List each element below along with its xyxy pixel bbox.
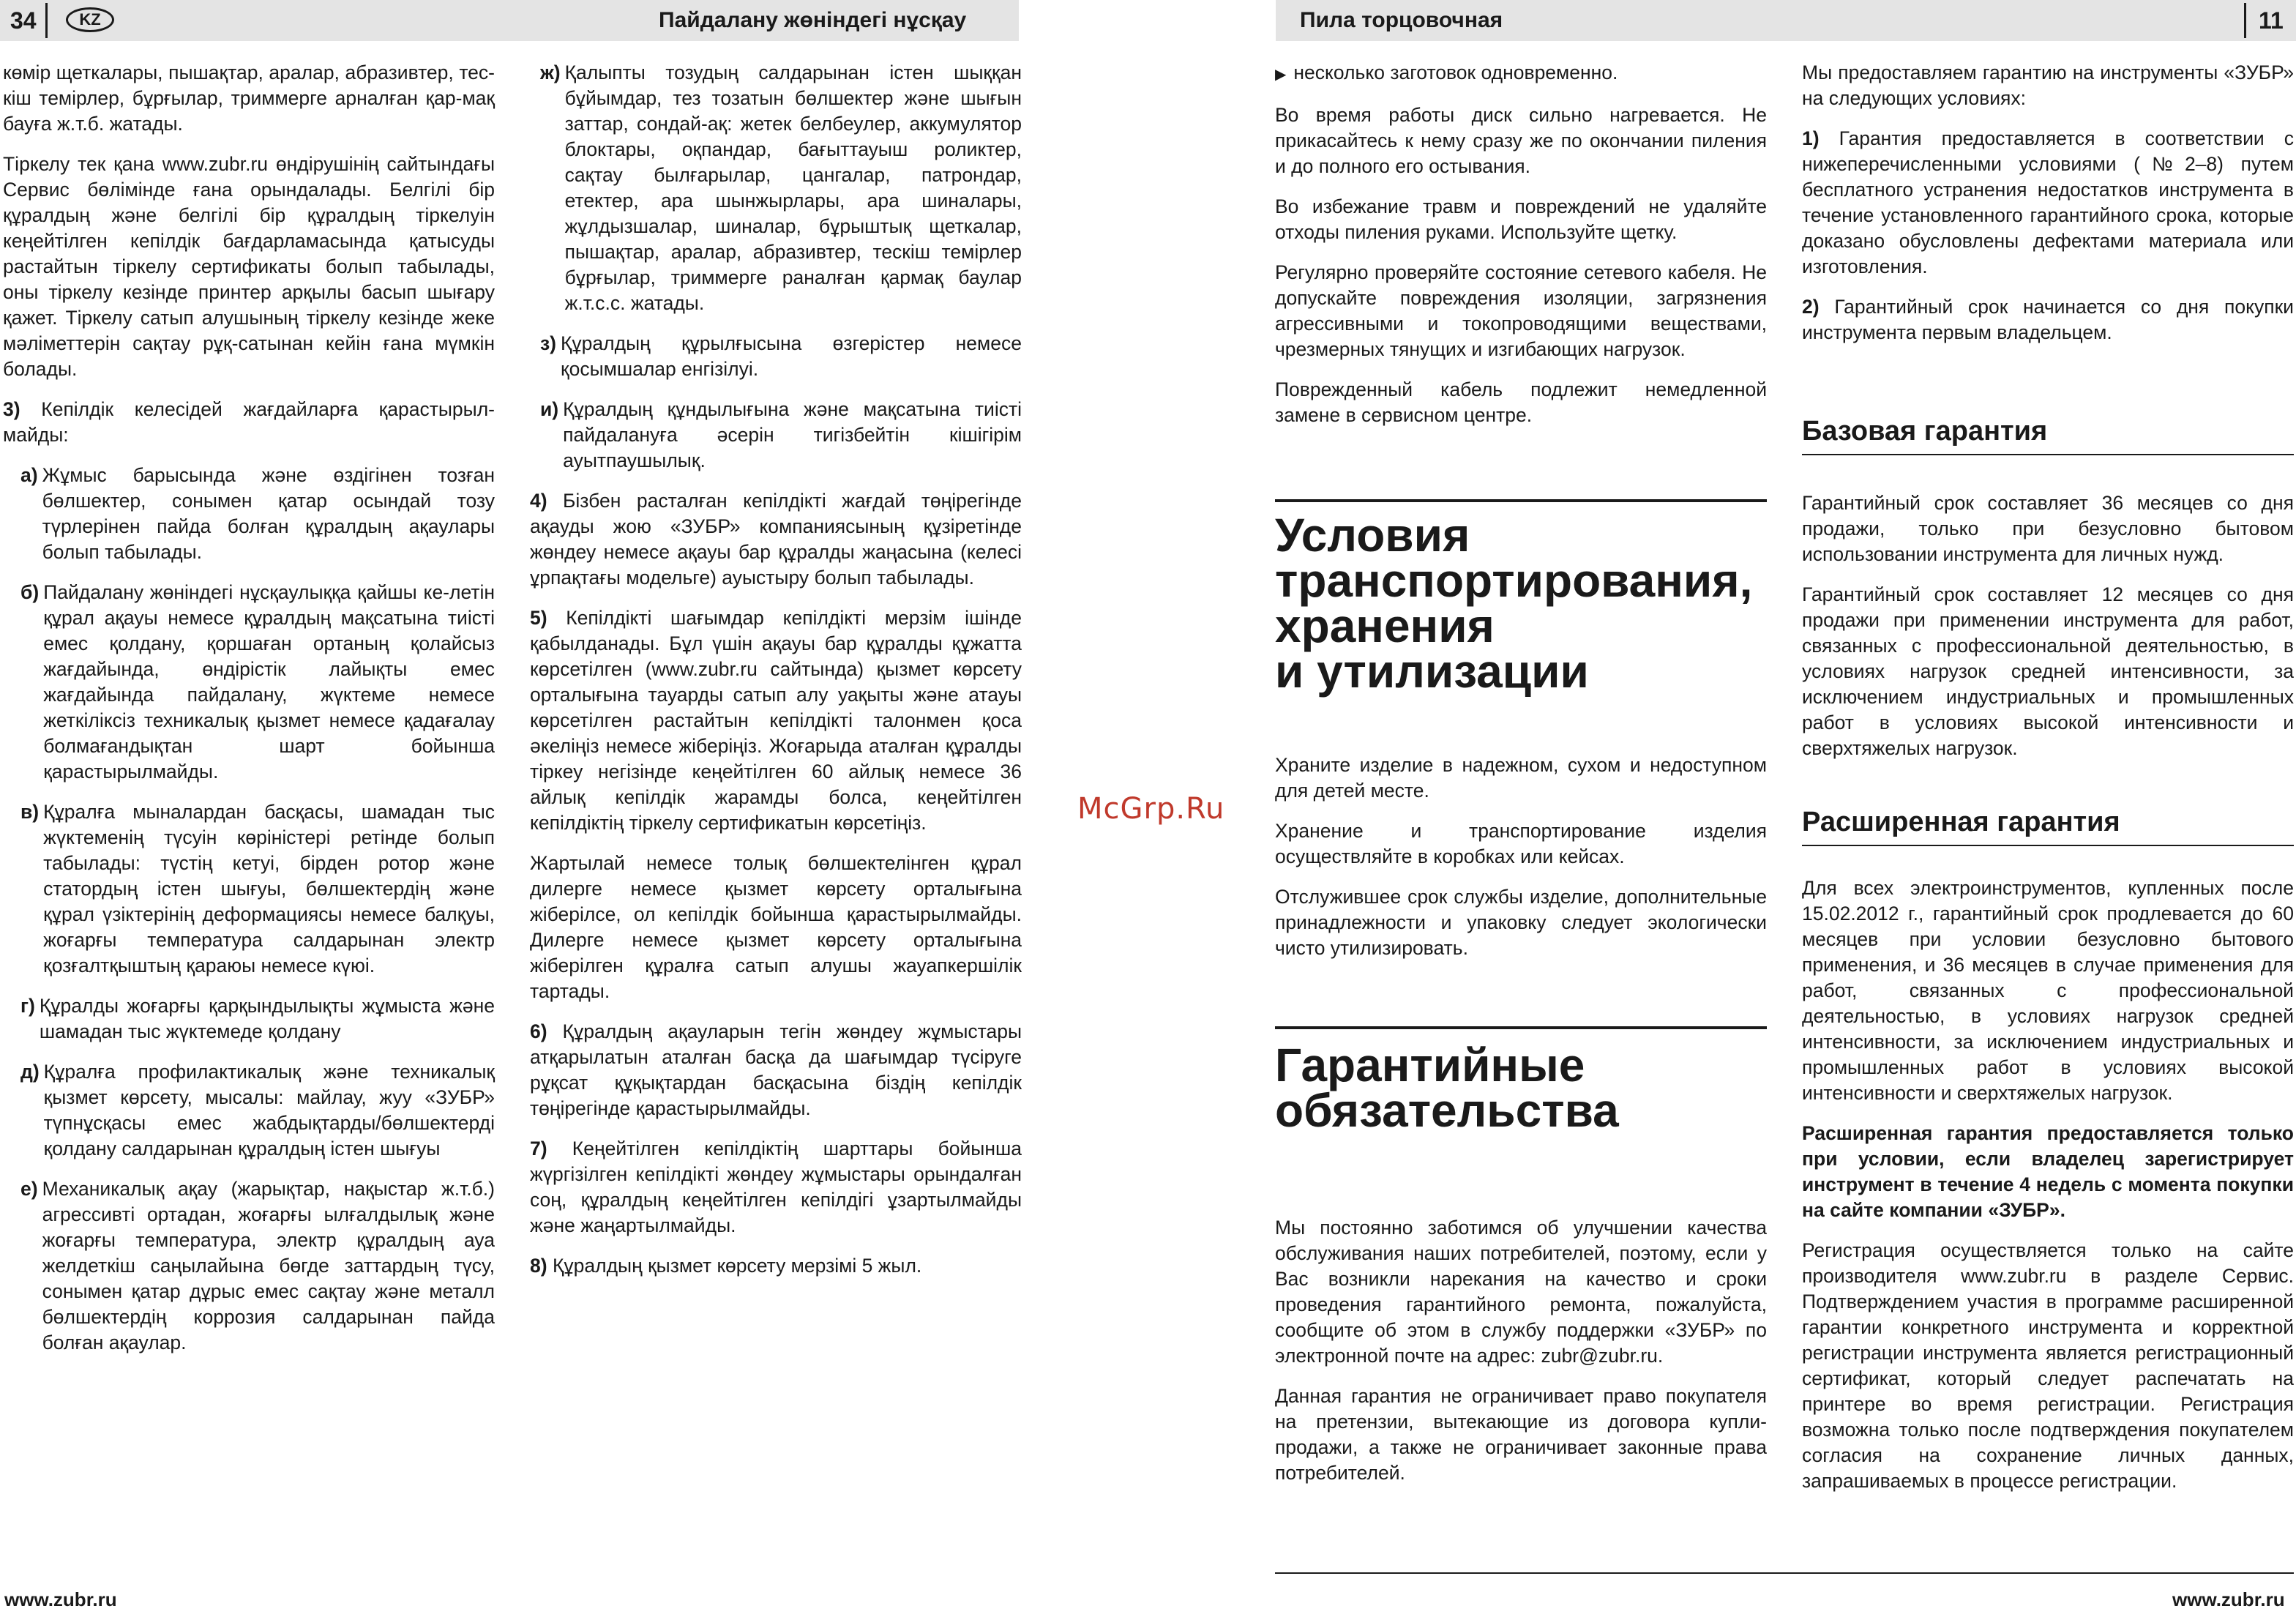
paragraph: Регулярно проверяйте состояние сетевого кабеля. Не допускайте повреждения изоляции, загрязнения агрессивными и токопроводящими веществами, чрезмерных тянущих и изгибающих нагрузок. bbox=[1275, 261, 1767, 360]
list-item: б) Пайдалану жөніндегі нұсқаулыққа қайшы ке-летін құрал ақауы немесе құралдың мақсатына тиісті емес қолдану, қоршаған ортаның қолайсыз жағдайында, өндірістік лайықты емес жағдайында пайдалану, жүктеме немесе жеткіліксіз техникалық қызмет немесе қадағалау болмағандықтан шарт бойынша қарастырылмайды. bbox=[20, 581, 495, 783]
paragraph: Тіркелу тек қана www.zubr.ru өндірушінің сайтындағы Сервис бөлімінде ғана орындалады. Белгілі бір құралдың және белгілі бір құралдың тіркелуін кеңейтілген кепілдік бағдарламасында қатысуды растайтын тіркелу сертификаты болып табылады, оны тіркелу кезінде принтер арқылы басып шығару қажет. Тіркелу сатып алушының тіркелу кезінде жеке мәліметтерін сақтау рұқ-сатынан кейін ғана мүмкін болады. bbox=[3, 153, 495, 380]
right-column-2 bbox=[1802, 60, 2294, 360]
paragraph: Во время работы диск сильно нагревается. Не прикасайтесь к нему сразу же по окончании пиления и до полного его остывания. bbox=[1275, 104, 1767, 177]
paragraph-4: 4) Бізбен расталған кепілдікті жағдай төңірегінде ақауды жою «ЗУБР» компаниясының құзіретінде жөндеу немесе ақауы бар құралды жаңасына (келесі ұрпақтағы модельге) ауыстыру болып табылады. bbox=[530, 490, 1022, 589]
left-column-1 bbox=[3, 60, 495, 1370]
list-item: е) Механикалық ақау (жарықтар, нақыстар ж.т.б.) агрессивті ортадан, жоғарғы ылғалдылық және жоғарғы температура, электр құралдың ауа желдеткіш саңылайына бөгде заттардың түсу, сонымен қатар дұрыс емес сақтау және металл бөлшектердің коррозия салдарынан пайда болған ақаулар. bbox=[20, 1178, 495, 1353]
paragraph: Отслужившее срок службы изделие, дополнительные принадлежности и упаковку следует экологически чисто утилизировать. bbox=[1275, 886, 1767, 959]
condition-2: 2) Гарантийный срок начинается со дня покупки инструмента первым владельцем. bbox=[1802, 296, 2294, 343]
paragraph: Поврежденный кабель подлежит немедленной замене в сервисном центре. bbox=[1275, 378, 1767, 426]
bullet-line: ▶ несколько заготовок одновременно. bbox=[1275, 61, 1618, 83]
section-rule bbox=[1275, 1026, 1767, 1029]
paragraph: Для всех электроинструментов, купленных после 15.02.2012 г., гарантийный срок продлевается до 60 месяцев при условии безусловно бытового применения, и 36 месяцев в случае применения для работ, связанных с профессиональной деятельностью, в условиях нагрузок средней интенсивности, за исключением индустриальных и промышленных работ в условиях высокой интенсивности и сверхтяжелых нагрузок. bbox=[1802, 877, 2294, 1104]
list-item: г) Құралды жоғарғы қарқындылықты жұмыста және шамадан тыс жүктемеде қолдану bbox=[20, 995, 495, 1042]
section-heading-storage: Условия транспортирования, хранения и утилизации bbox=[1275, 509, 1753, 698]
paragraph: көмір щеткалары, пышақтар, аралар, абразивтер, тес-кіш темірлер, бұрғылар, триммерге арналған қар-мақ бауға ж.т.б. жатады. bbox=[3, 61, 495, 135]
base-warranty-heading: Базовая гарантия bbox=[1802, 414, 2294, 455]
paragraph: Мы предоставляем гарантию на инструменты «ЗУБР» на следующих условиях: bbox=[1802, 61, 2294, 109]
paragraph-partial: Жартылай немесе толық бөлшектелінген құрал дилерге немесе қызмет көрсету орталығына жіберілсе, ол кепілдік бойынша қарастырылмайды. Дилерге немесе қызмет көрсету орталығына жіберілген құралға сатып алушы жауапкершілік тартады. bbox=[530, 852, 1022, 1002]
paragraph: Во избежание травм и повреждений не удаляйте отходы пиления руками. Используйте щетку. bbox=[1275, 195, 1767, 243]
paragraph-3: 3) Кепілдік келесідей жағдайларға қарастырыл-майды: bbox=[3, 398, 495, 446]
right-header-title: Пила торцовочная bbox=[1300, 8, 1503, 32]
language-badge: KZ bbox=[66, 7, 114, 32]
watermark: McGrp.Ru bbox=[1077, 792, 1225, 826]
list-item: а) Жұмыс барысында және өздігінен тозған бөлшектер, сонымен қатар осындай тозу түрлерінен пайда болған құралдың ақаулары болып табылады. bbox=[20, 464, 495, 563]
triangle-bullet-icon: ▶ bbox=[1275, 67, 1287, 83]
paragraph-bold: Расширенная гарантия предоставляется только при условии, если владелец зарегистрирует инструмент в течение 4 недель с момента покупки на сайте компании «ЗУБР». bbox=[1802, 1122, 2294, 1221]
left-footer-url[interactable]: www.zubr.ru bbox=[4, 1588, 117, 1610]
left-page-number: 34 bbox=[10, 7, 37, 34]
paragraph: Гарантийный срок составляет 12 месяцев со дня продажи при применении инструмента для работ, связанных с профессиональной деятельностью, в условиях нагрузок средней интенсивности, за исключением индустриальных и промышленных работ в условиях высокой интенсивности и сверхтяжелых нагрузок. bbox=[1802, 583, 2294, 759]
storage-text bbox=[1275, 753, 1767, 976]
left-column-2 bbox=[530, 60, 1022, 1293]
extended-warranty-heading: Расширенная гарантия bbox=[1802, 805, 2294, 846]
condition-1: 1) Гарантия предоставляется в соответствии с нижеперечисленными условиями (№2–8) путем бесплатного устранения недостатков инструмента в течение установленного гарантийного срока, которые доказано обусловлены дефектами материала или изготовления. bbox=[1802, 127, 2294, 277]
right-column-1 bbox=[1275, 60, 1767, 443]
list-item: з) Құралдың құрылғысына өзгерістер немесе қосымшалар енгізілуі. bbox=[540, 332, 1022, 380]
paragraph: Гарантийный срок составляет 36 месяцев со дня продажи, только при безусловно бытовом использовании инструмента для личных нужд. bbox=[1802, 492, 2294, 565]
paragraph: Храните изделие в надежном, сухом и недоступном для детей месте. bbox=[1275, 754, 1767, 802]
paragraph: Данная гарантия не ограничивает право покупателя на претензии, вытекающие из договора купли-продажи, а также не ограничивает законные права потребителей. bbox=[1275, 1385, 1767, 1484]
paragraph-6: 6) Құралдың ақауларын тегін жөндеу жұмыстары атқарылатын аталған басқа да шағымдар түсіруге рұқсат құқықтардан басқасына біздің кепілдік төңірегінде қарастырылмайды. bbox=[530, 1020, 1022, 1119]
list-item: ж) Қалыпты тозудың салдарынан істен шыққан бұйымдар, тез тозатын бөлшектер және шығын заттар, сондай-ақ: жетек белбеулер, аккумулятор блоктары, оқпандар, бағыттауыш роликтер, сақтау былғарылар, цангалар, патрондар, етектер, ара шынжырлары, ара шиналары, жұлдызшалар, шиналар, бұрыштық щеткалар, пышақтар, аралар, абразивтер, тескіш темірлер бұрғылар, триммерге раналған қармақ баулар ж.т.с.с. жатады. bbox=[540, 61, 1022, 314]
right-footer-url[interactable]: www.zubr.ru bbox=[2172, 1588, 2285, 1610]
right-header-divider bbox=[2244, 3, 2246, 38]
paragraph: Хранение и транспортирование изделия осуществляйте в коробках или кейсах. bbox=[1275, 820, 1767, 867]
list-item: в) Құралға мыналардан басқасы, шамадан тыс жүктеменің түсуін көріністері ретінде болып табылады: түстің кетуі, бірден ротор және статордың істен шығуы, бөлшектердің және құрал үзіктерінің деформациясы немесе балқуы, жоғарғы температура салдарынан электр қозғалтқыштың қараюы немесе күюі. bbox=[20, 801, 495, 976]
paragraph-5: 5) Кепілдікті шағымдар кепілдікті мерзім ішінде қабылданады. Бұл үшін ақауы бар құралды құжатта көрсетілген (www.zubr.ru сайтында) қызмет көрсету орталығына тауарды сатып алу уақыты және атауы көрсетілген растайтын кепілдікті талонмен қоса әкеліңіз немесе жіберіңіз. Жоғарыда аталған құралды тіркеу негізінде кеңейтілген 60 айлық немесе 36 айлық кепілдік жарамды болса, кеңейтілген кепілдіктің тіркелу сертификатын көрсетіңіз. bbox=[530, 607, 1022, 834]
section-heading-warranty: Гарантийные обязательства bbox=[1275, 1039, 1619, 1137]
list-item: и) Құралдың құндылығына және мақсатына тиісті пайдалануға әсерін тигізбейтін кішігірім ауытпаушылық. bbox=[540, 398, 1022, 471]
extended-warranty-text bbox=[1802, 875, 2294, 1509]
left-header-divider bbox=[45, 3, 48, 38]
list-item: д) Құралға профилактикалық және техникалық қызмет көрсету, мысалы: майлау, жуу «ЗУБР» түпнұсқасы емес жабдықтарды/бөлшектерді қолдану салдарынан құралдың істен шығуы bbox=[20, 1061, 495, 1159]
paragraph: Регистрация осуществляется только на сайте производителя www.zubr.ru в разделе Сервис. Подтверждением участия в программе расширенной гарантии конкретного инструмента и корректной регистрации инструмента является регистрационный сертификат, который следует распечатать на принтере во время регистрации. Регистрация возможна только после подтверждения покупателем согласия на сохранение личных данных, запрашиваемых в процессе регистрации. bbox=[1802, 1239, 2294, 1492]
base-warranty-text bbox=[1802, 490, 2294, 776]
paragraph-8: 8) Құралдың қызмет көрсету мерзімі 5 жыл. bbox=[530, 1255, 922, 1277]
footer-rule bbox=[1275, 1572, 2294, 1574]
section-rule bbox=[1275, 499, 1767, 502]
left-header-title: Пайдалану жөніндегі нұсқау bbox=[659, 8, 967, 32]
warranty-text bbox=[1275, 1215, 1767, 1501]
paragraph-7: 7) Кеңейтілген кепілдіктің шарттары бойынша жүргізілген кепілдікті жөндеу жұмыстары орындалған соң, құралдың кеңейтілген кепілдігі ұзартылмайды және жаңартылмайды. bbox=[530, 1138, 1022, 1236]
right-page-number: 11 bbox=[2259, 7, 2284, 34]
paragraph: Мы постоянно заботимся об улучшении качества обслуживания наших потребителей, поэтому, если у Вас возникли нарекания на качество и сроки проведения гарантийного ремонта, пожалуйста, сообщите об этом в службу поддержки «ЗУБР» по электронной почте на адрес: zubr@zubr.ru. bbox=[1275, 1217, 1767, 1367]
